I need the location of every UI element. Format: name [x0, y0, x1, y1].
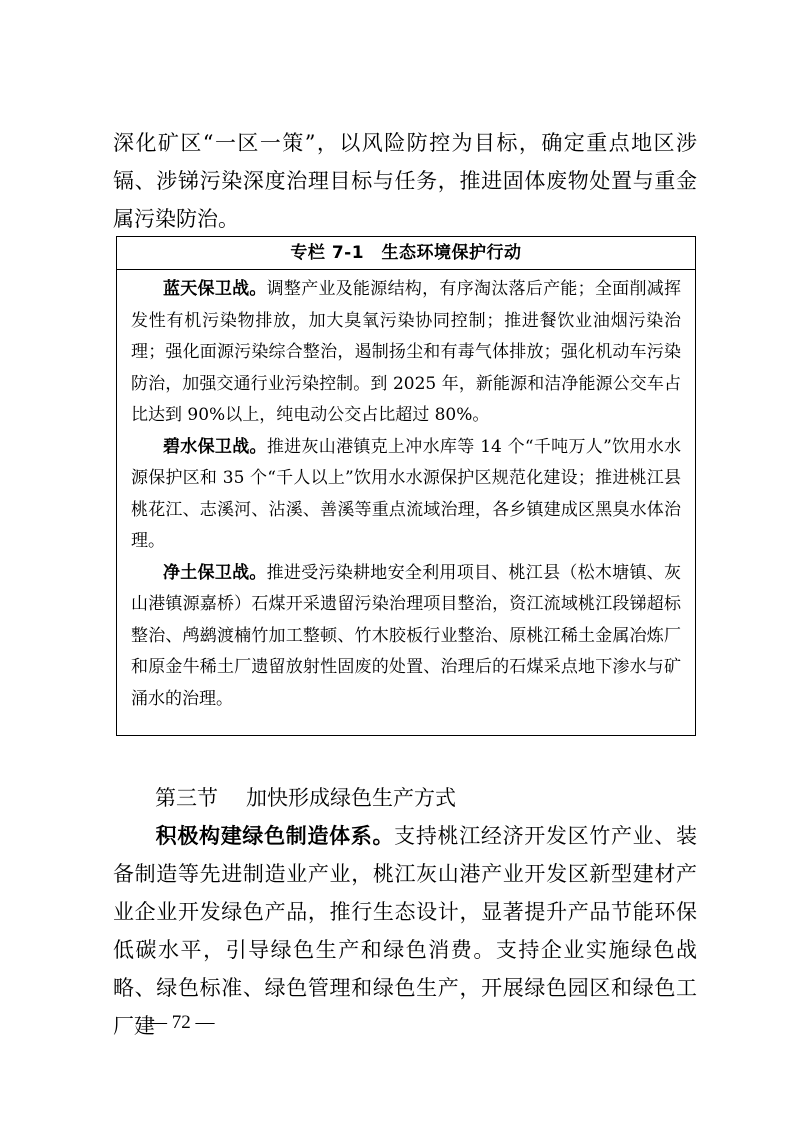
feature-box-body [117, 270, 695, 715]
section-heading [155, 779, 456, 817]
box-item-clean-soil [131, 558, 681, 716]
box-item-text: 调整产业及能源结构，有序淘汰落后产能；全面削减挥发性有机污染物排放，加大臭氧污染协同控制；推进餐饮业油烟污染治理；强化面源污染综合整治，遏制扬尘和有毒气体排放；强化机动车污染防治，加强交通行业污染控制。到 2025 年，新能源和洁净能源公交车占比达到 90%以上，纯电动公交占比超过 80%。 [131, 279, 682, 425]
box-item-clear-water [131, 432, 681, 558]
body-paragraph [113, 817, 697, 1045]
section-number: 第三节 [155, 786, 218, 810]
body-paragraph-lead: 积极构建绿色制造体系。 [155, 824, 395, 848]
box-item-text: 推进受污染耕地安全利用项目、桃江县（松木塘镇、灰山港镇源嘉桥）石煤开采遗留污染治理项目整治，资江流域桃江段锑超标整治、鸬鹚渡楠竹加工整顿、竹木胶板行业整治、原桃江稀土金属冶炼厂和原金牛稀土厂遗留放射性固废的处置、治理后的石煤采点地下渗水与矿涌水的治理。 [131, 562, 682, 709]
intro-paragraph: 深化矿区“一区一策”，以风险防控为目标，确定重点地区涉镉、涉锑污染深度治理目标与任务，推进固体废物处置与重金属污染防治。 [113, 131, 697, 231]
box-item-lead: 蓝天保卫战。 [163, 279, 267, 299]
box-item-lead: 净土保卫战。 [163, 562, 267, 583]
body-paragraph-text: 支持桃江经济开发区竹产业、装备制造等先进制造业产业，桃江灰山港产业开发区新型建材产业企业开发绿色产品，推行生态设计，显著提升产品节能环保低碳水平，引导绿色生产和绿色消费。支持企业实施绿色战略、绿色标准、绿色管理和绿色生产，开展绿色园区和绿色工厂建 [113, 824, 698, 1038]
feature-box [116, 236, 696, 736]
section-title: 加快形成绿色生产方式 [246, 786, 456, 810]
box-item-lead: 碧水保卫战。 [163, 436, 267, 457]
feature-box-title: 专栏 7-1 生态环境保护行动 [117, 237, 695, 270]
box-item-blue-sky [131, 274, 681, 432]
page-number: — 72 — [148, 1012, 215, 1033]
box-item-text: 推进灰山港镇克上冲水库等 14 个“千吨万人”饮用水水源保护区和 35 个“千人以上”饮用水水源保护区规范化建设；推进桃江县桃花江、志溪河、沾溪、善溪等重点流域治理，各乡镇建成区黑臭水体治理。 [131, 436, 682, 551]
